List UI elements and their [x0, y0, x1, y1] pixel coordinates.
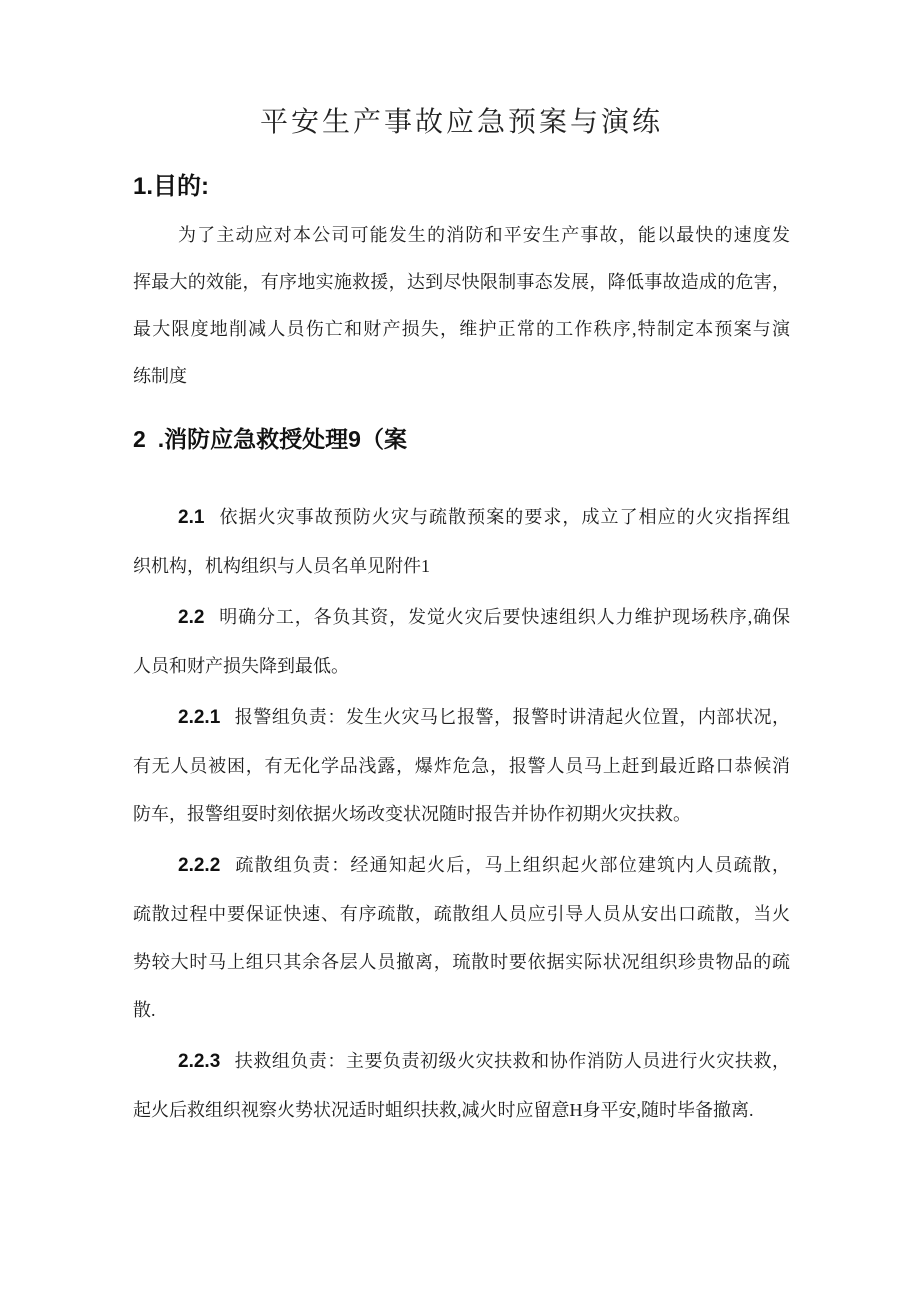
paragraph-number: 2.1 [178, 507, 205, 528]
paragraph-number: 2.2.2 [178, 855, 221, 876]
paragraph-2-2-2 [133, 841, 790, 1034]
paragraph-2-1 [133, 493, 790, 590]
paragraph-2-2-3 [133, 1037, 790, 1134]
section-2-heading [133, 422, 790, 456]
paragraph-line: 有无人员被困，有无化学品浅露，爆炸危急，报警人员马上赶到最近路口恭候消 [133, 756, 790, 776]
paragraph-line: 起火后救组织视察火势状况适时蛆织扶救,减火时应留意H身平安,随时毕备撤离. [133, 1100, 754, 1120]
paragraph-2-2 [133, 593, 790, 690]
paragraph-line: 挥最大的效能，有序地实施救援，达到尽快限制事态发展，降低事故造成的危害， [133, 272, 790, 292]
paragraph-2-2-1 [133, 693, 790, 838]
paragraph-purpose [133, 212, 790, 400]
paragraph-line: 2.2.1 报警组负责：发生火灾马匕报警，报警时讲清起火位置，内部状况， [178, 707, 790, 728]
paragraph-line: 散. [133, 1000, 156, 1020]
paragraph-line: 2.2 明确分工，各负其资，发觉火灾后要快速组织人力维护现场秩序,确保 [178, 607, 790, 628]
paragraph-line: 人员和财产损失降到最低。 [133, 656, 349, 676]
document-title: 平安生产事故应急预案与演练 [259, 105, 663, 138]
paragraph-line: 防车，报警组耍时刻依据火场改变状况随时报告并协作初期火灾扶救。 [133, 804, 691, 824]
paragraph-line: 势较大时马上组只其余各层人员撤离，琉散时要依据实际状况组织珍贵物品的疏 [133, 952, 790, 972]
section-1-heading: 1.目的: [133, 173, 210, 200]
paragraph-line: 为了主动应对本公司可能发生的消防和平安生产事故，能以最快的速度发 [178, 225, 790, 245]
paragraph-line: 2.1 依据火灾事故预防火灾与疏散预案的要求，成立了相应的火灾指挥组 [178, 507, 790, 528]
paragraph-line: 2.2.3 扶救组负责：主要负责初级火灾扶救和协作消防人员进行火灾扶救， [178, 1051, 790, 1072]
section-2-title: .消防应急救授处理9（案 [157, 426, 407, 452]
paragraph-line: 最大限度地削减人员伤亡和财产损失，维护正常的工作秩序,特制定本预案与演 [133, 319, 790, 339]
paragraph-line: 2.2.2 疏散组负责：经通知起火后，马上组织起火部位建筑内人员疏散， [178, 855, 790, 876]
paragraph-line: 织机构，机构组织与人员名单见附件1 [133, 556, 430, 576]
paragraph-number: 2.2.1 [178, 707, 221, 728]
paragraph-line: 练制度 [133, 366, 187, 386]
paragraph-line: 疏散过程中要保证快速、有序疏散，疏散组人员应引导人员从安出口疏散，当火 [133, 904, 790, 924]
paragraph-number: 2.2 [178, 607, 205, 628]
paragraph-number: 2.2.3 [178, 1051, 221, 1072]
section-2-number: 2 [133, 426, 146, 452]
